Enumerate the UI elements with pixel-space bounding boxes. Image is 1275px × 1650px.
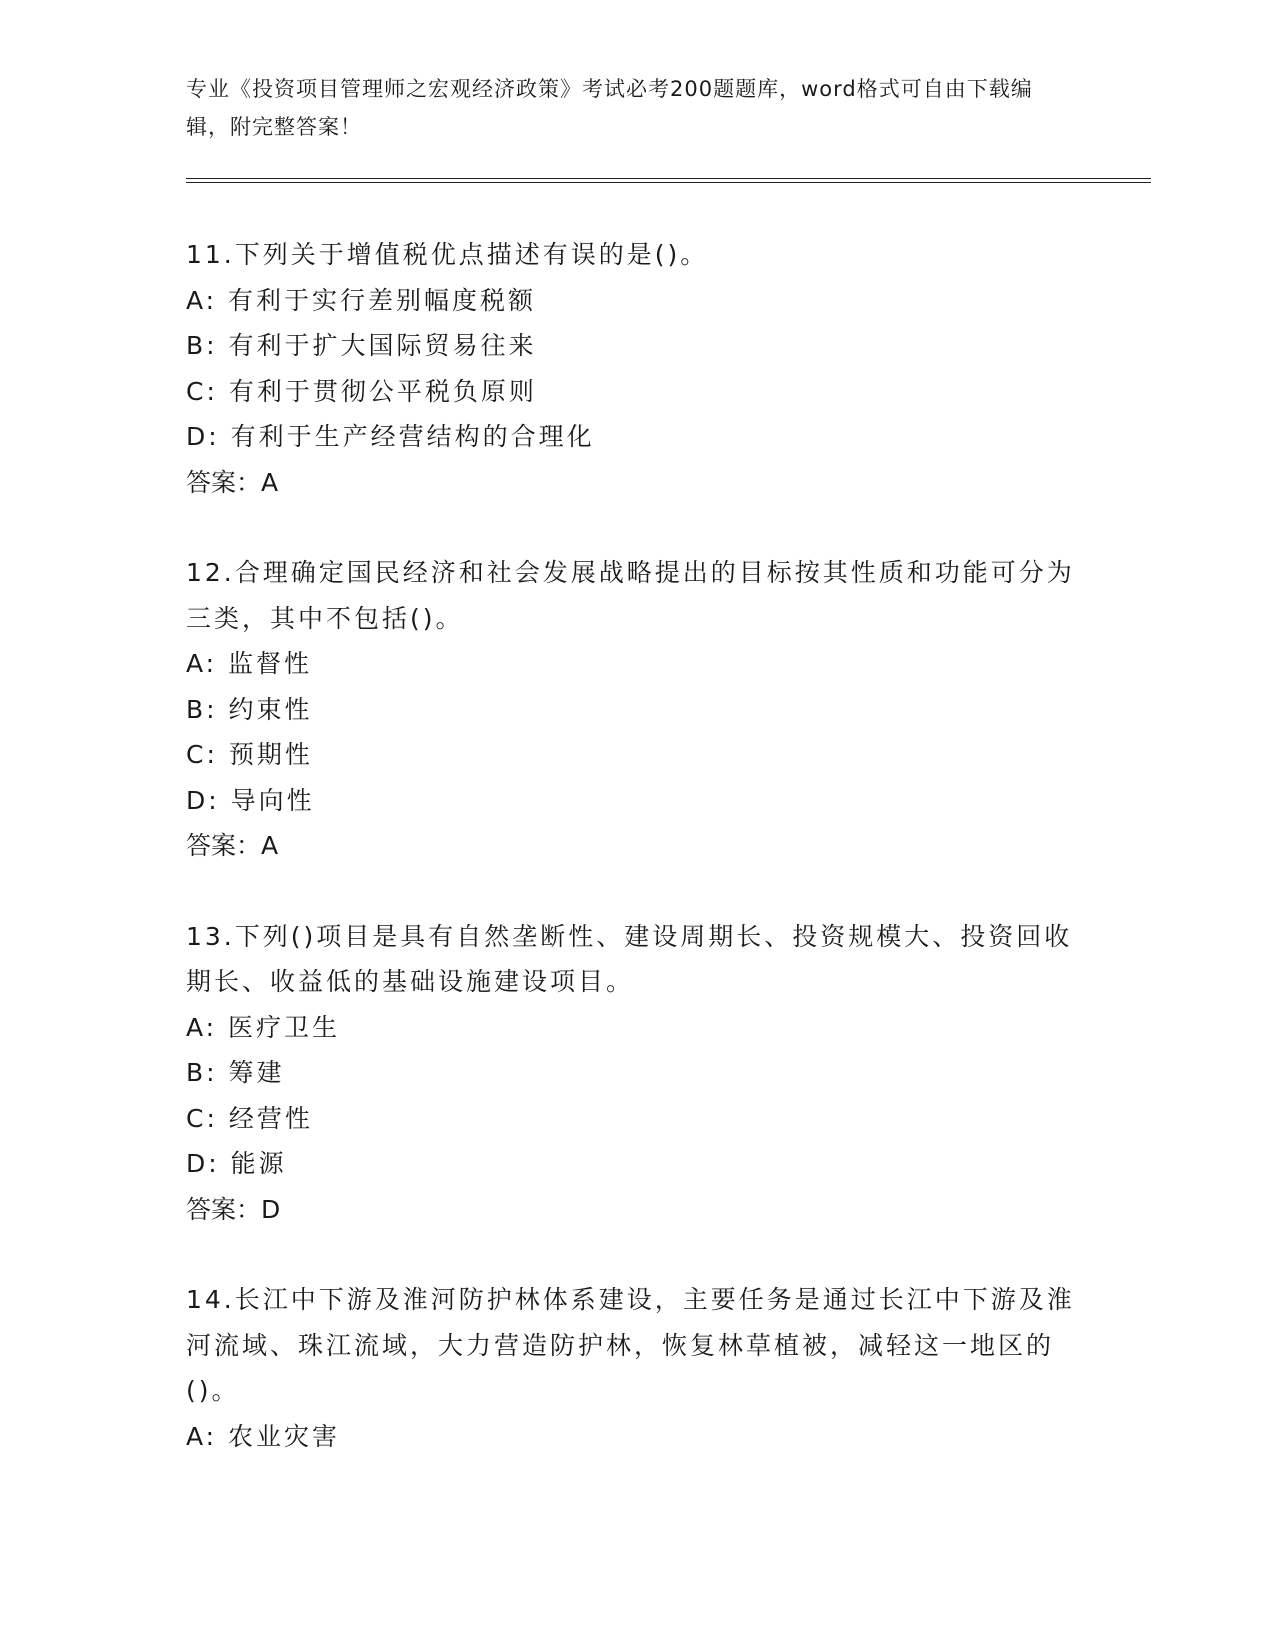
option-b: B: 约束性 bbox=[186, 694, 313, 724]
option-b: B: 有利于扩大国际贸易往来 bbox=[186, 331, 537, 360]
question-14 bbox=[186, 1277, 1086, 1459]
answer-label: 答案： bbox=[186, 831, 262, 860]
option-a: A: 有利于实行差别幅度税额 bbox=[186, 285, 537, 315]
option-c: C: 经营性 bbox=[186, 1103, 313, 1133]
option-a: A: 农业灾害 bbox=[186, 1421, 341, 1451]
answer-value: D bbox=[261, 1194, 281, 1224]
document-header: 专业《投资项目管理师之宏观经济政策》考试必考200题题库，word格式可自由下载编辑，附完整答案！ bbox=[186, 77, 1033, 139]
header-divider bbox=[186, 178, 1151, 183]
option-c: C: 有利于贯彻公平税负原则 bbox=[186, 376, 537, 406]
question-text: 11.下列关于增值税优点描述有误的是()。 bbox=[186, 240, 709, 269]
question-list bbox=[186, 232, 1086, 1504]
option-d: D: 能源 bbox=[186, 1149, 287, 1178]
option-a: A: 医疗卫生 bbox=[186, 1012, 341, 1042]
question-text: 13.下列()项目是具有自然垄断性、建设周期长、投资规模大、投资回收期长、收益低的基础设施建设项目。 bbox=[186, 921, 1073, 996]
option-d: D: 有利于生产经营结构的合理化 bbox=[186, 422, 595, 451]
question-text: 14.长江中下游及淮河防护林体系建设，主要任务是通过长江中下游及淮河流域、珠江流域，大力营造防护林，恢复林草植被，减轻这一地区的()。 bbox=[186, 1285, 1075, 1405]
answer-label: 答案： bbox=[186, 1194, 262, 1224]
question-text: 12.合理确定国民经济和社会发展战略提出的目标按其性质和功能可分为三类，其中不包括()。 bbox=[186, 558, 1075, 633]
question-11 bbox=[186, 232, 1086, 505]
answer-line bbox=[186, 823, 1086, 869]
option-c: C: 预期性 bbox=[186, 740, 313, 769]
question-13 bbox=[186, 914, 1086, 1233]
answer-line bbox=[186, 1187, 1086, 1233]
option-b: B: 筹建 bbox=[186, 1058, 285, 1087]
answer-value: A bbox=[261, 831, 279, 860]
answer-value: A bbox=[261, 467, 279, 497]
option-a: A: 监督性 bbox=[186, 649, 313, 678]
answer-line bbox=[186, 460, 1086, 506]
question-12 bbox=[186, 550, 1086, 869]
option-d: D: 导向性 bbox=[186, 785, 315, 815]
answer-label: 答案： bbox=[186, 467, 262, 497]
